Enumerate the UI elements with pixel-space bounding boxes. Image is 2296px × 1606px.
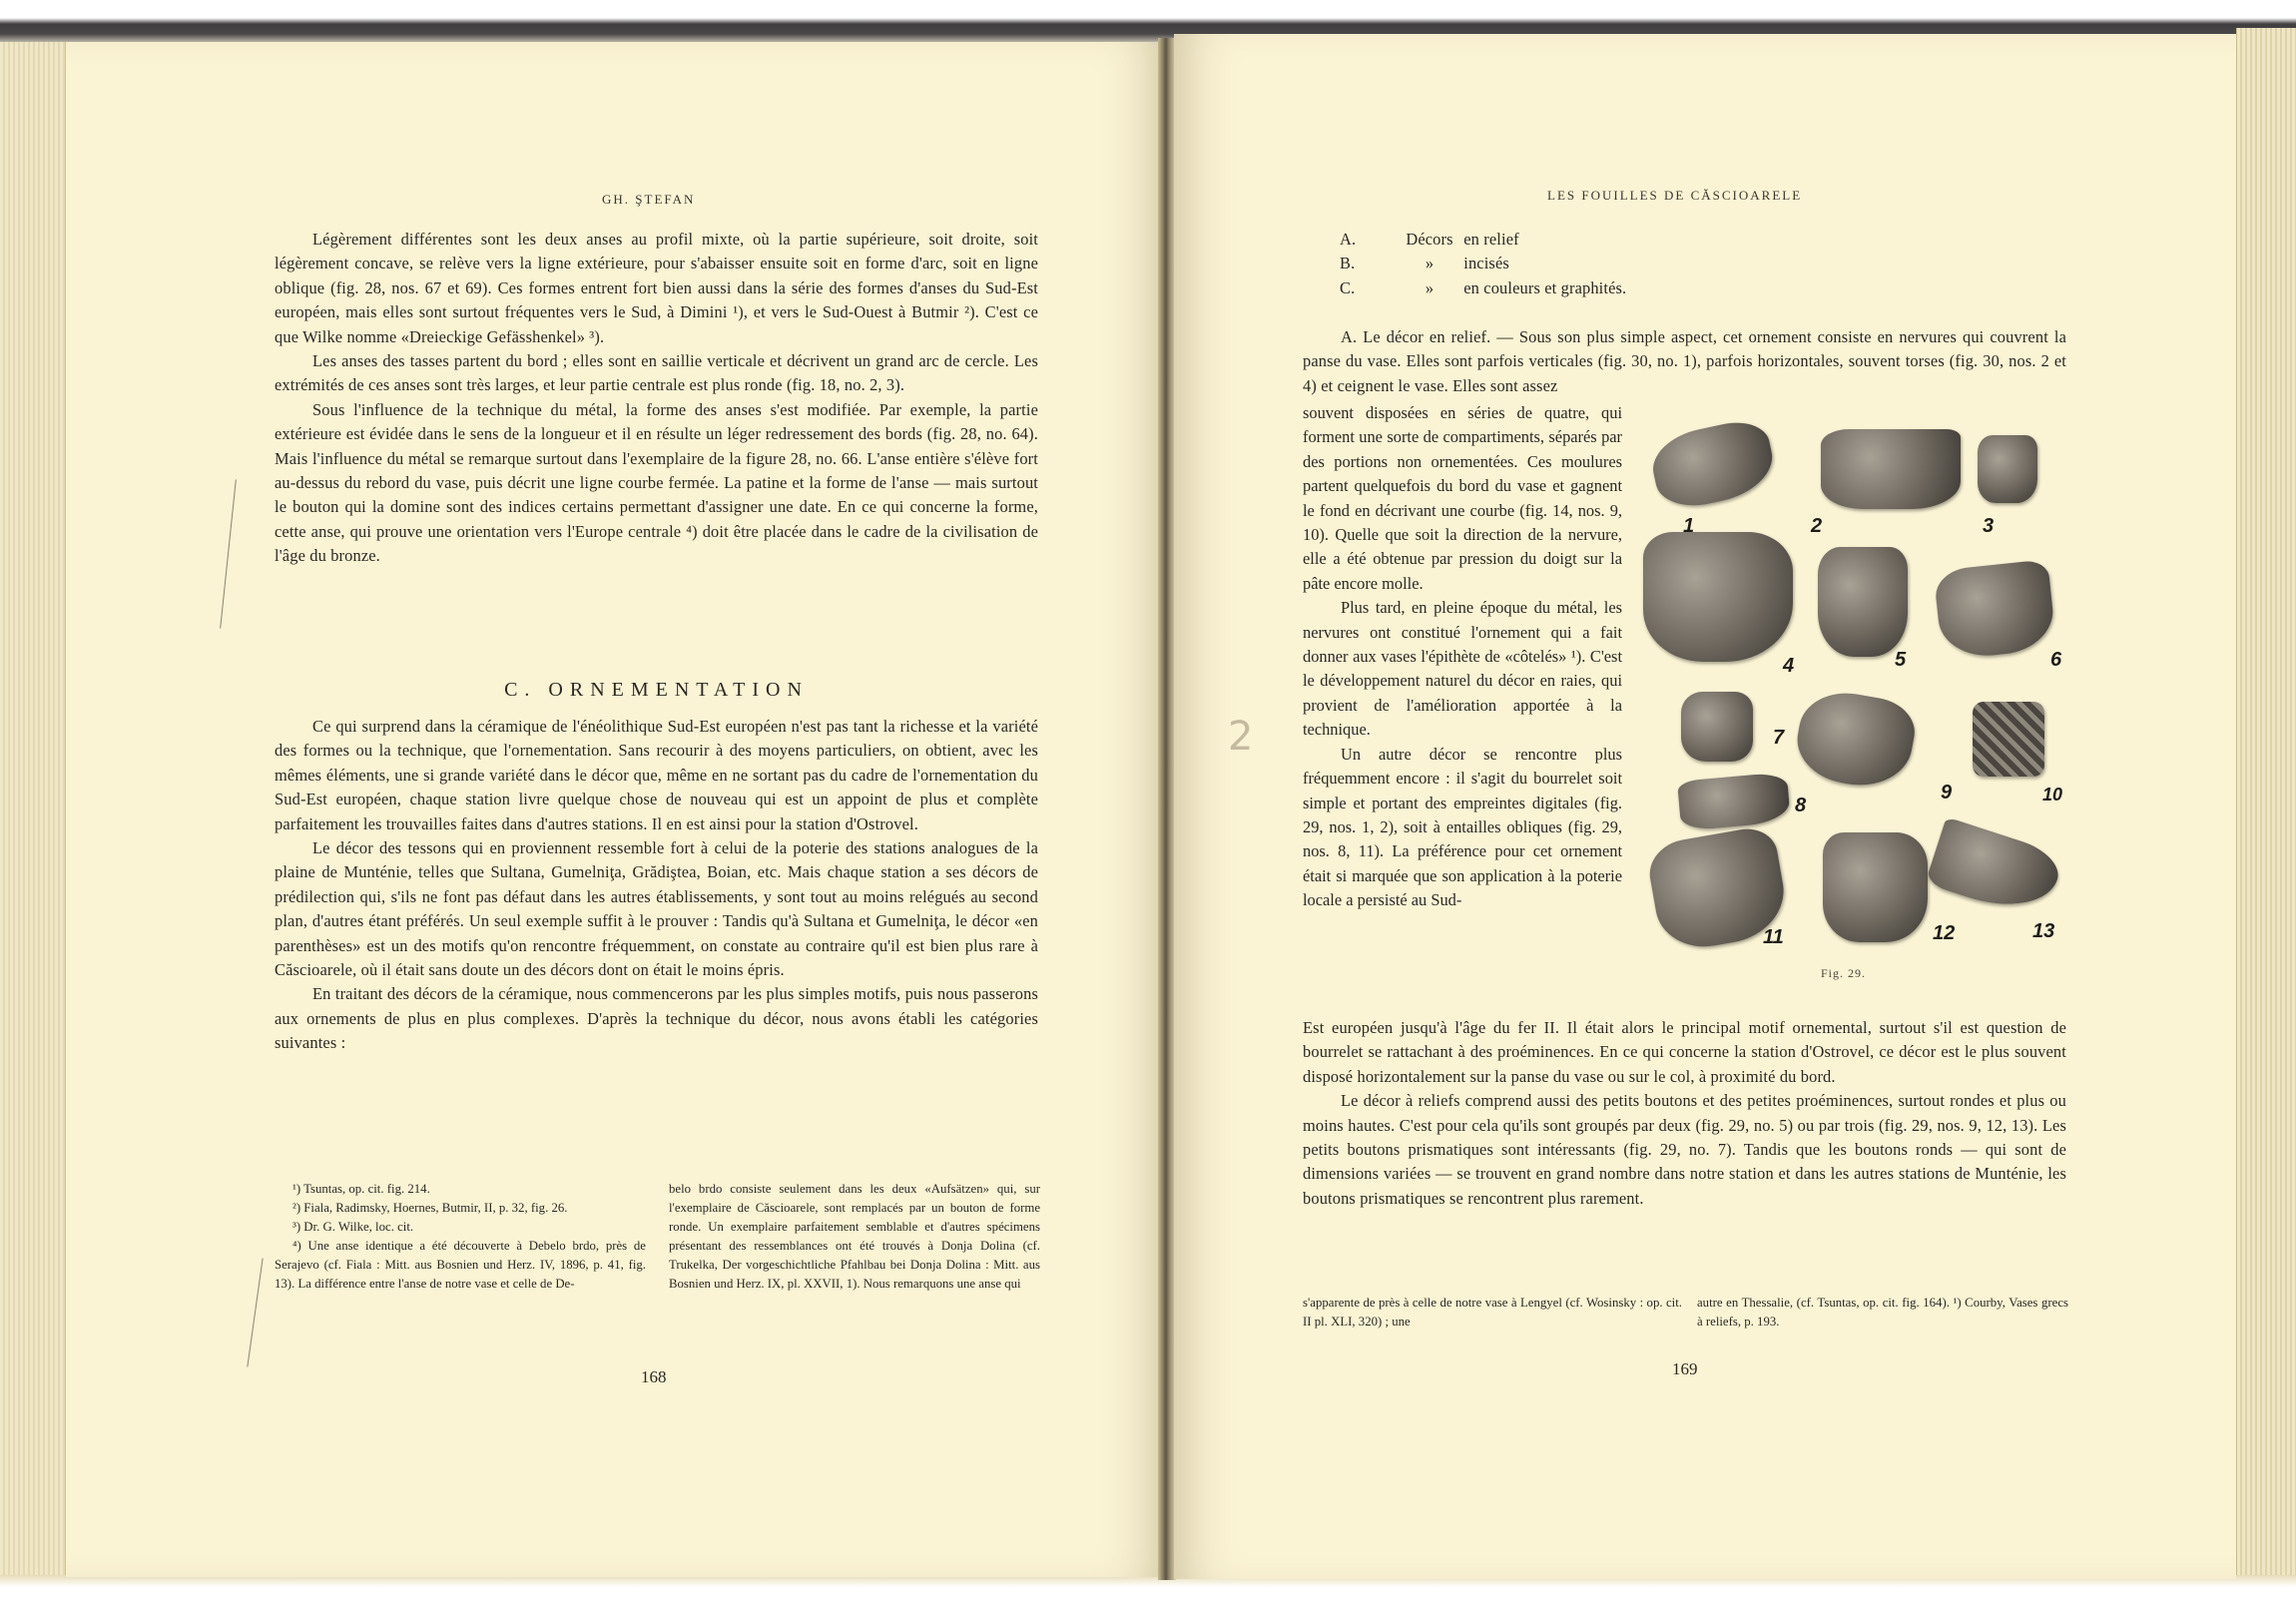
footnote: s'apparente de près à celle de notre vase à Lengyel (cf. Wosinsky : op. cit. II pl. XLI, 320) ; une <box>1303 1296 1682 1329</box>
paragraph: souvent disposées en séries de quatre, qui forment une sorte de compartiments, séparés par des portions non ornementées. Ces moulures partent quelquefois du bord du vase et gagnent le fond en décrivant une courbe (fig. 14, nos. 9, 10). Quelle que soit la direction de la nervure, elle a été obtenue par pression du doigt sur la pâte encore molle. <box>1303 403 1622 593</box>
paragraph: Le décor à reliefs comprend aussi des petits boutons et des petites proéminences, surtout rondes et plus ou moins hautes. C'est pour cela qu'ils sont groupés par deux (fig. 29, no. 5) ou par trois (fig. 29, nos. 9, 12, 13). Les petits boutons prismatiques sont intéressants (fig. 29, no. 7). Tandis que les boutons ronds — qui sont de dimensions variées — se trouvent en grand nombre dans notre station et dans les autres stations de Munténie, les boutons prismatiques se rencontrent plus rarement. <box>1303 1091 2066 1208</box>
sherd-image <box>1823 832 1928 942</box>
category-label: incisés <box>1463 254 1509 273</box>
figure-number-label: 9 <box>1941 782 1953 803</box>
footnotes-right-col2 <box>1697 1294 2068 1332</box>
figure-number-label: 10 <box>2042 785 2063 804</box>
figure-number-label: 2 <box>1811 515 1823 537</box>
right-body-continued <box>1303 1016 2066 1211</box>
paragraph: En traitant des décors de la céramique, nous commencerons par les plus simples motifs, puis nous passerons aux ornements de plus en plus complexes. D'après la technique du décor, nous avons établi les catégories suivantes : <box>275 984 1038 1053</box>
right-body-intro <box>1303 325 2066 398</box>
paragraph: Sous l'influence de la technique du métal, la forme des anses s'est modifiée. Par exemple, la partie extérieure est évidée dans le sens de la longueur et il en résulte un léger redressement des bords (fig. 28, no. 64). Mais l'influence du métal se remarque surtout dans l'exemplaire de la figure 28, no. 66. L'anse entière s'élève fort au-dessus du rebord du vase, puis décrit une ligne courbe fermée. La patine et la forme de l'anse — mais surtout le bouton qui la domine sont des indices certains permettant d'assigner une date. En ce qui concerne la forme, cette anse, qui prouve une orientation vers l'Europe centrale ⁴) doit être placée dans le cadre de la civilisation de l'âge du bronze. <box>275 399 1038 566</box>
figure-number-label: 6 <box>2050 649 2062 671</box>
paragraph: Les anses des tasses partent du bord ; elles sont en saillie verticale et décrivent un grand arc de cercle. Les extrémités de ces anses sont très larges, et leur partie centrale est plus ronde (fig. 18, no. 2, 3). <box>275 351 1038 395</box>
sherd-image <box>1647 415 1780 513</box>
page-number-right: 169 <box>1672 1359 1698 1378</box>
section-heading: C. ORNEMENTATION <box>504 679 809 701</box>
footnotes-left-col1 <box>275 1180 646 1294</box>
running-head-left: GH. ŞTEFAN <box>602 192 696 207</box>
figure-number-label: 12 <box>1933 922 1956 944</box>
footnote: autre en Thessalie, (cf. Tsuntas, op. cit. fig. 164). ¹) Courby, Vases grecs à reliefs, p. 193. <box>1697 1296 2068 1329</box>
page-number-left: 168 <box>641 1367 667 1386</box>
figure-number-label: 8 <box>1795 795 1807 816</box>
category-row <box>1340 228 1659 252</box>
sherd-image <box>1677 772 1791 830</box>
category-letter: A. <box>1340 230 1357 249</box>
paragraph: Légèrement différentes sont les deux anses au profil mixte, où la partie supérieure, soit droite, soit légèrement concave, se relève vers la ligne extérieure, pour s'abaisser ensuite soit en forme d'arc, soit en ligne oblique (fig. 28, nos. 67 et 69). Ces formes entrent fort bien aussi dans la série des formes d'anses du Sud-Est européen, mais elles sont surtout fréquentes vers le Sud, à Dimini ¹), et vers le Sud-Ouest à Butmir ²). C'est ce que Wilke nomme «Dreieckige Gefässhenkel» ³). <box>275 230 1038 346</box>
sherd-image <box>1821 429 1961 509</box>
footnote: belo brdo consiste seulement dans les deux «Aufsätzen» qui, sur l'exemplaire de Căscioarele, sont remplacés par un bouton de forme ronde. Un exemplaire parfaitement semblable et d'autres spécimens présentant des ressemblances ont été trouvés à Donja Dolina (cf. Trukelka, Der vorgeschichtliche Pfahlbau bei Donja Dolina : Mitt. aus Bosnien und Herz. IX, pl. XXVII, 1). Nous remarquons une anse qui <box>669 1182 1040 1291</box>
left-body-part1 <box>275 228 1038 569</box>
category-label: en relief <box>1463 230 1519 249</box>
paragraph: Ce qui surprend dans la céramique de l'énéolithique Sud-Est européen n'est pas tant la richesse et la variété des formes ou la technique, que l'ornementation. Sans recourir à des moyens particuliers, on obtient, avec les mêmes éléments, une si grande variété dans le décor que, même en ne sortant pas du cadre de l'ornementation du Sud-Est européen, chaque station livre quelque chose de nouveau qui est un appoint de plus et complète parfaitement les trouvailles faites dans d'autres stations. Il en est ainsi pour la station d'Ostrovel. <box>275 717 1038 833</box>
footnotes-right-col1 <box>1303 1294 1682 1332</box>
category-row <box>1340 276 1659 300</box>
figure-caption: Fig. 29. <box>1821 966 1867 980</box>
figure-number-label: 4 <box>1783 655 1795 677</box>
footnotes-left-col2 <box>669 1180 1040 1294</box>
footnote: ²) Fiala, Radimsky, Hoernes, Butmir, II, p. 32, fig. 26. <box>292 1201 568 1215</box>
left-body-part2 <box>275 715 1038 1056</box>
figure-number-label: 1 <box>1683 515 1695 537</box>
footnote: ¹) Tsuntas, op. cit. fig. 214. <box>292 1182 430 1196</box>
footnote: ³) Dr. G. Wilke, loc. cit. <box>292 1220 414 1234</box>
sherd-image <box>1681 692 1753 762</box>
figure-number-label: 3 <box>1983 515 1995 537</box>
page-edges-right <box>2236 28 2296 1585</box>
paragraph: Un autre décor se rencontre plus fréquemment encore : il s'agit du bourrelet soit simple et portant des empreintes digitales (fig. 29, nos. 1, 2), soit à entailles obliques (fig. 29, nos. 8, 11). La préférence pour cet ornement était si marquée que son application à la poterie locale a persisté au Sud- <box>1303 744 1622 910</box>
sherd-image <box>1934 559 2057 661</box>
sherd-image <box>1791 686 1920 795</box>
paragraph: Le décor des tessons qui en proviennent ressemble fort à celui de la poterie des stations analogues de la plaine de Munténie, telles que Sultana, Gumelniţa, Grădiştea, Boian, etc. Mais chaque station a ses décors de prédilection qui, s'ils ne font pas défaut dans les autres établissements, y sont tout au moins relégués au second plan, d'autres étant préférés. Un seul exemple suffit à le prouver : Tandis qu'à Sultana et Gumelniţa, le décor «en parenthèses» est un des motifs qu'on rencontre fréquemment, on constate au contraire qu'il est bien plus rare à Căscioarele, où il était sans doute un des décors dont on était le moins épris. <box>275 838 1038 980</box>
figure-number-label: 13 <box>2032 920 2055 942</box>
right-body-wrap <box>1303 401 1622 913</box>
category-row <box>1340 252 1659 275</box>
category-ditto: Décors <box>1406 230 1453 249</box>
page-edges-left <box>0 42 66 1579</box>
paragraph: Plus tard, en pleine époque du métal, les nervures ont constitué l'ornement qui a fait donner aux vases l'épithète de «côtelés» ¹). C'est le développement naturel du décor en raies, qui provient de l'amélioration apportée à la technique. <box>1303 598 1622 740</box>
category-ditto: » <box>1425 254 1435 273</box>
figure-number-label: 7 <box>1773 727 1785 749</box>
category-ditto: » <box>1425 277 1435 297</box>
category-list <box>1340 228 1659 300</box>
paragraph: A. Le décor en relief. — Sous son plus simple aspect, cet ornement consiste en nervures qui couvrent la panse du vase. Elles sont parfois verticales (fig. 30, no. 1), parfois horizontales, souvent torses (fig. 30, nos. 2 et 4) et ceignent le vase. Elles sont assez <box>1303 327 2066 395</box>
book-cover-bottom <box>0 1575 2296 1606</box>
figure-number-label: 11 <box>1763 926 1784 948</box>
figure-number-label: 5 <box>1895 649 1907 671</box>
category-letter: C. <box>1340 277 1356 297</box>
sherd-image <box>1978 435 2037 503</box>
pencil-annotation: 2 <box>1228 714 1254 760</box>
figure-29-sherds <box>1643 417 2072 976</box>
category-letter: B. <box>1340 254 1356 273</box>
category-label: en couleurs et graphités. <box>1463 277 1627 297</box>
sherd-image <box>1818 547 1908 657</box>
sherd-image <box>1643 532 1793 662</box>
sherd-image <box>1925 816 2065 921</box>
sherd-image <box>1973 702 2044 777</box>
footnote: ⁴) Une anse identique a été découverte à Debelo brdo, près de Serajevo (cf. Fiala : Mitt. aus Bosnien und Herz. IV, 1896, p. 41, fig. 13). La différence entre l'anse de notre vase et celle de De- <box>275 1239 646 1291</box>
running-head-right: LES FOUILLES DE CĂSCIOARELE <box>1547 188 1803 203</box>
paragraph: Est européen jusqu'à l'âge du fer II. Il était alors le principal motif ornemental, surtout s'il est question de bourrelet se rattachant à des proéminences. En ce qui concerne la station d'Ostrovel, ce décor est le plus souvent disposé horizontalement sur la panse du vase ou sur le col, à proximité du bord. <box>1303 1018 2066 1086</box>
